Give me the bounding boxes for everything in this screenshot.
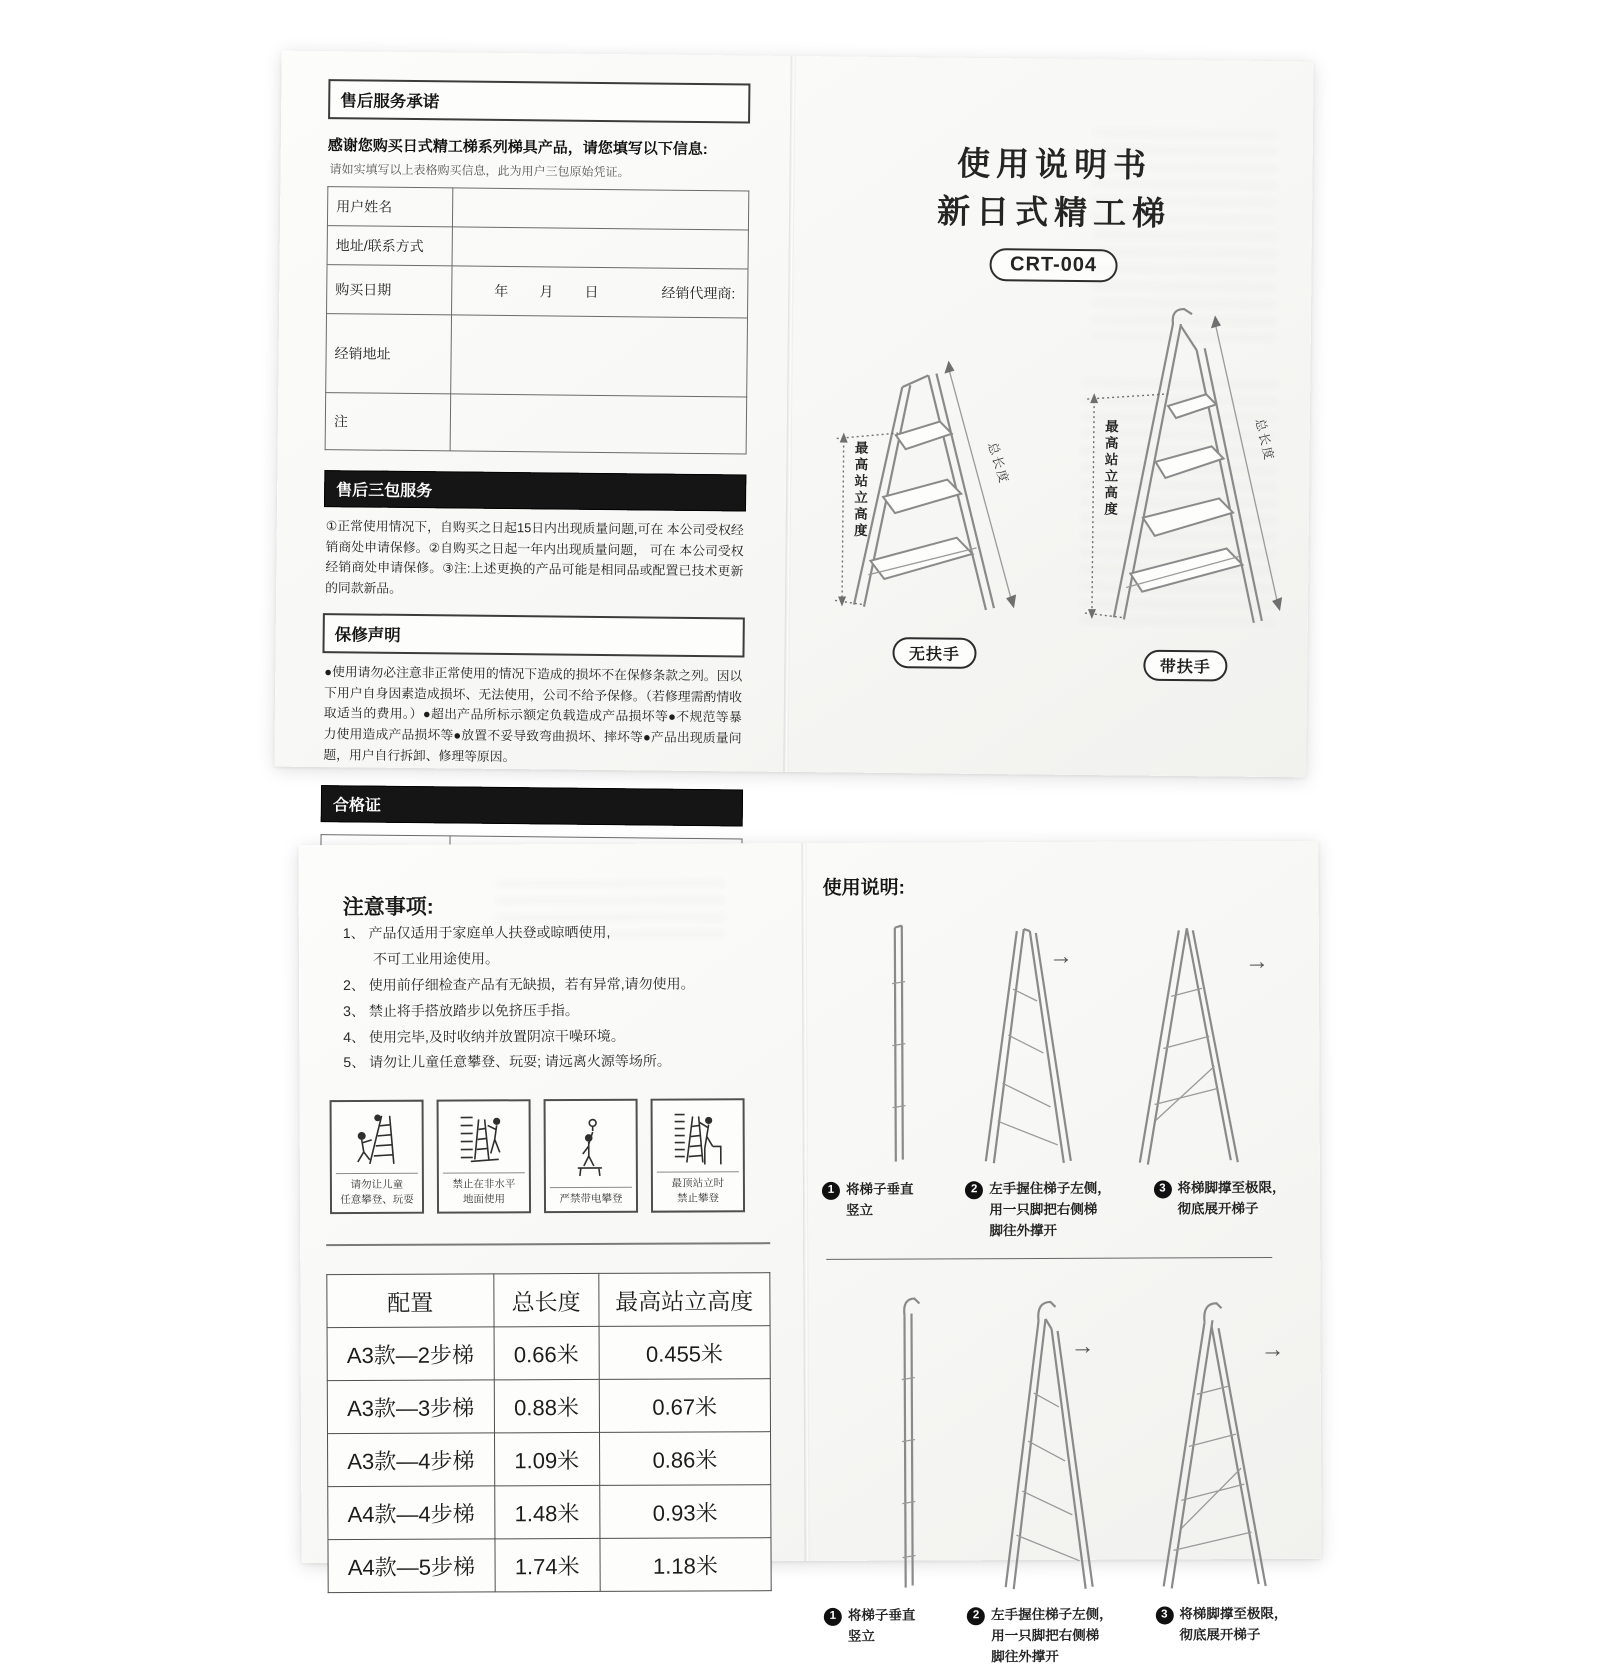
ladder-diagram-no-handrail xyxy=(829,348,1042,669)
row-label: 经销地址 xyxy=(326,314,452,394)
usage-title: 使用说明: xyxy=(822,877,906,899)
row-label: 地址/联系方式 xyxy=(327,226,452,266)
spec-header-row xyxy=(327,1273,770,1328)
table-row xyxy=(327,187,748,230)
notice-item: 5、 请勿让儿童任意攀登、玩耍; 请远离火源等场所。 xyxy=(343,1053,671,1071)
arrow-right-icon: → xyxy=(1070,1332,1095,1360)
three-guarantees-header: 售后三包服务 xyxy=(324,470,746,511)
spec-config: A3款—3步梯 xyxy=(327,1380,494,1434)
notice-item: 1、 产品仅适用于家庭单人扶登或晾晒使用, xyxy=(342,923,611,942)
step-text: 将梯脚撑至极限， 彻底展开梯子 xyxy=(1179,1605,1288,1643)
no-standing-on-top-icon xyxy=(669,1107,727,1172)
step-text: 左手握住梯子左侧， 用一只脚把右侧梯 脚往外撑开 xyxy=(989,1180,1111,1239)
purchase-info-table xyxy=(325,186,750,454)
spec-length: 0.66米 xyxy=(494,1327,599,1380)
spec-length: 1.48米 xyxy=(494,1486,599,1539)
warning-box-electric xyxy=(544,1099,638,1213)
warning-box-children xyxy=(330,1100,424,1214)
spec-length: 1.74米 xyxy=(495,1539,600,1592)
arrow-right-icon: → xyxy=(1244,947,1270,976)
usage-step xyxy=(824,1605,952,1668)
spec-height: 0.86米 xyxy=(599,1432,771,1486)
max-standing-height-label: 最高站立高度 xyxy=(1101,419,1118,519)
total-length-label: 总长度 xyxy=(985,440,1012,487)
section-divider xyxy=(326,1243,770,1247)
fold-crease xyxy=(801,843,809,1561)
no-uneven-ground-icon xyxy=(455,1108,513,1173)
step-number-badge: 1 xyxy=(822,1182,840,1200)
step-text: 将梯脚撑至极限， 彻底展开梯子 xyxy=(1177,1179,1286,1217)
table-row xyxy=(328,1538,771,1593)
spec-config: A4款—5步梯 xyxy=(328,1539,495,1593)
no-live-electrical-climbing-icon xyxy=(562,1107,620,1187)
table-row xyxy=(326,314,748,397)
step-number-badge: 2 xyxy=(965,1181,983,1199)
col-header: 配置 xyxy=(327,1274,494,1328)
no-handrail-badge: 无扶手 xyxy=(893,637,976,669)
page-notices xyxy=(325,889,778,1593)
usage-diagrams-row1 xyxy=(817,906,1296,1170)
table-row xyxy=(327,226,748,269)
table-row xyxy=(327,1379,770,1434)
spec-length: 1.09米 xyxy=(494,1433,599,1486)
warning-icon-row xyxy=(330,1098,776,1214)
step-text: 将梯子垂直 竖立 xyxy=(847,1607,916,1644)
step-text: 左手握住梯子左侧， 用一只脚把右侧梯 脚往外撑开 xyxy=(991,1606,1113,1664)
model-badge: CRT-004 xyxy=(990,248,1117,282)
step-number-badge: 1 xyxy=(824,1608,842,1626)
arrow-right-icon: → xyxy=(1048,942,1073,970)
page-after-sales xyxy=(319,79,750,973)
max-standing-height-label: 最高站立高度 xyxy=(851,440,868,540)
usage-step xyxy=(967,1604,1153,1668)
warning-box-top-standing xyxy=(651,1099,745,1213)
page-usage xyxy=(817,859,1299,1669)
sheet-top xyxy=(274,51,1313,816)
open-handrail-ladder-illustration xyxy=(1138,1288,1289,1595)
notice-item: 2、 使用前仔细检查产品有无缺损，若有异常,请勿使用。 xyxy=(343,975,695,993)
row-label: 购买日期 xyxy=(327,265,453,315)
row-label: 用户姓名 xyxy=(327,187,452,227)
thanks-line: 感谢您购买日式精工梯系列梯具产品，请您填写以下信息: xyxy=(327,137,708,159)
table-row xyxy=(328,1485,771,1540)
warranty-statement-text: ●使用请勿必注意非正常使用的情况下造成的损坏不在保修条款之列。因以下用户自身因素造成损坏、无法使用，公司不给予保修。（若修理需酌情收取适当的费用。）●超出产品所标示额定负载造成产品损坏等●不规范等暴力使用造成产品损坏等●放置不妥导致弯曲损坏、摔坏等●产品出现质量问题，用户自行拆卸、修理等原因。 xyxy=(323,663,743,764)
spec-height: 0.67米 xyxy=(599,1379,771,1433)
spec-length: 0.88米 xyxy=(494,1380,599,1433)
spec-table xyxy=(326,1273,771,1594)
warranty-statement-header: 保修声明 xyxy=(322,613,744,657)
table-row xyxy=(325,393,747,454)
three-guarantees-text: ①正常使用情况下，自购买之日起15日内出现质量问题,可在 本公司受权经销商处申请保修。②自购买之日起一年内出现质量问题， 可在 本公司受权经销商处申请保修。③注:上述更换的产品可能是相同品或配置已技术更新的同款新品。 xyxy=(325,518,744,597)
col-header: 总长度 xyxy=(493,1274,598,1327)
ladder-diagram-handrail xyxy=(1077,301,1297,682)
warning-caption: 请勿让儿童 任意攀登、玩耍 xyxy=(336,1173,418,1208)
notice-item: 3、 禁止将手搭放踏步以免挤压手指。 xyxy=(343,1001,579,1019)
spec-config: A3款—4步梯 xyxy=(328,1433,495,1487)
spec-config: A4款—4步梯 xyxy=(328,1486,495,1540)
usage-steps-row2 xyxy=(820,1604,1298,1669)
table-row xyxy=(327,1326,770,1381)
notice-item-continuation: 不可工业用途使用。 xyxy=(372,950,499,967)
usage-step xyxy=(965,1179,1151,1243)
notices-title: 注意事项: xyxy=(342,895,434,920)
step-number-badge: 2 xyxy=(967,1607,985,1625)
warning-caption: 禁止在非水平 地面使用 xyxy=(443,1172,525,1207)
certificate-header: 合格证 xyxy=(321,786,743,827)
warning-box-uneven-ground xyxy=(437,1100,531,1214)
open-ladder-illustration xyxy=(1117,916,1258,1169)
step-number-badge: 3 xyxy=(1155,1606,1173,1624)
fill-in-hint: 请如实填写以上表格购买信息，此为用户三包原始凭证。 xyxy=(329,162,630,180)
table-row xyxy=(328,1432,771,1487)
folded-ladder-illustration xyxy=(879,918,920,1170)
section-divider xyxy=(826,1257,1272,1260)
usage-steps-row1 xyxy=(818,1178,1296,1243)
spec-height: 1.18米 xyxy=(600,1538,772,1592)
row-value xyxy=(452,227,748,269)
page-cover xyxy=(790,56,1313,777)
warning-caption: 严禁带电攀登 xyxy=(550,1186,632,1206)
row-value xyxy=(451,315,748,397)
folded-handrail-ladder-illustration xyxy=(886,1289,931,1595)
usage-step xyxy=(1153,1178,1296,1241)
step-text: 将梯子垂直 竖立 xyxy=(845,1181,914,1218)
usage-diagrams-row2 xyxy=(818,1272,1297,1596)
dealer-label: 经销代理商: xyxy=(661,284,736,302)
handrail-badge: 带扶手 xyxy=(1144,650,1227,682)
sheet-bottom xyxy=(298,841,1321,1664)
arrow-right-icon: → xyxy=(1260,1335,1285,1363)
manual-title-line1: 使用说明书 xyxy=(956,144,1153,184)
row-label: 注 xyxy=(325,393,451,451)
usage-step xyxy=(822,1179,950,1242)
step-number-badge: 3 xyxy=(1153,1180,1171,1198)
row-value xyxy=(452,188,748,230)
table-row xyxy=(327,265,748,318)
row-value xyxy=(450,394,747,454)
after-sales-promise-header: 售后服务承诺 xyxy=(328,79,750,123)
date-fields: 年 月 日 xyxy=(494,282,599,300)
col-header: 最高站立高度 xyxy=(598,1273,770,1327)
spec-height: 0.93米 xyxy=(599,1485,771,1539)
spec-config: A3款—2步梯 xyxy=(327,1327,494,1381)
manual-title-line2: 新日式精工梯 xyxy=(936,192,1172,232)
no-children-climbing-icon xyxy=(348,1108,406,1173)
usage-step xyxy=(1155,1604,1298,1667)
total-length-label: 总长度 xyxy=(1252,417,1277,463)
warning-caption: 最顶站立时 禁止攀登 xyxy=(657,1171,739,1206)
row-value xyxy=(452,266,748,318)
spec-height: 0.455米 xyxy=(599,1326,771,1380)
notice-item: 4、 使用完毕,及时收纳并放置阴凉干噪环境。 xyxy=(343,1027,625,1045)
